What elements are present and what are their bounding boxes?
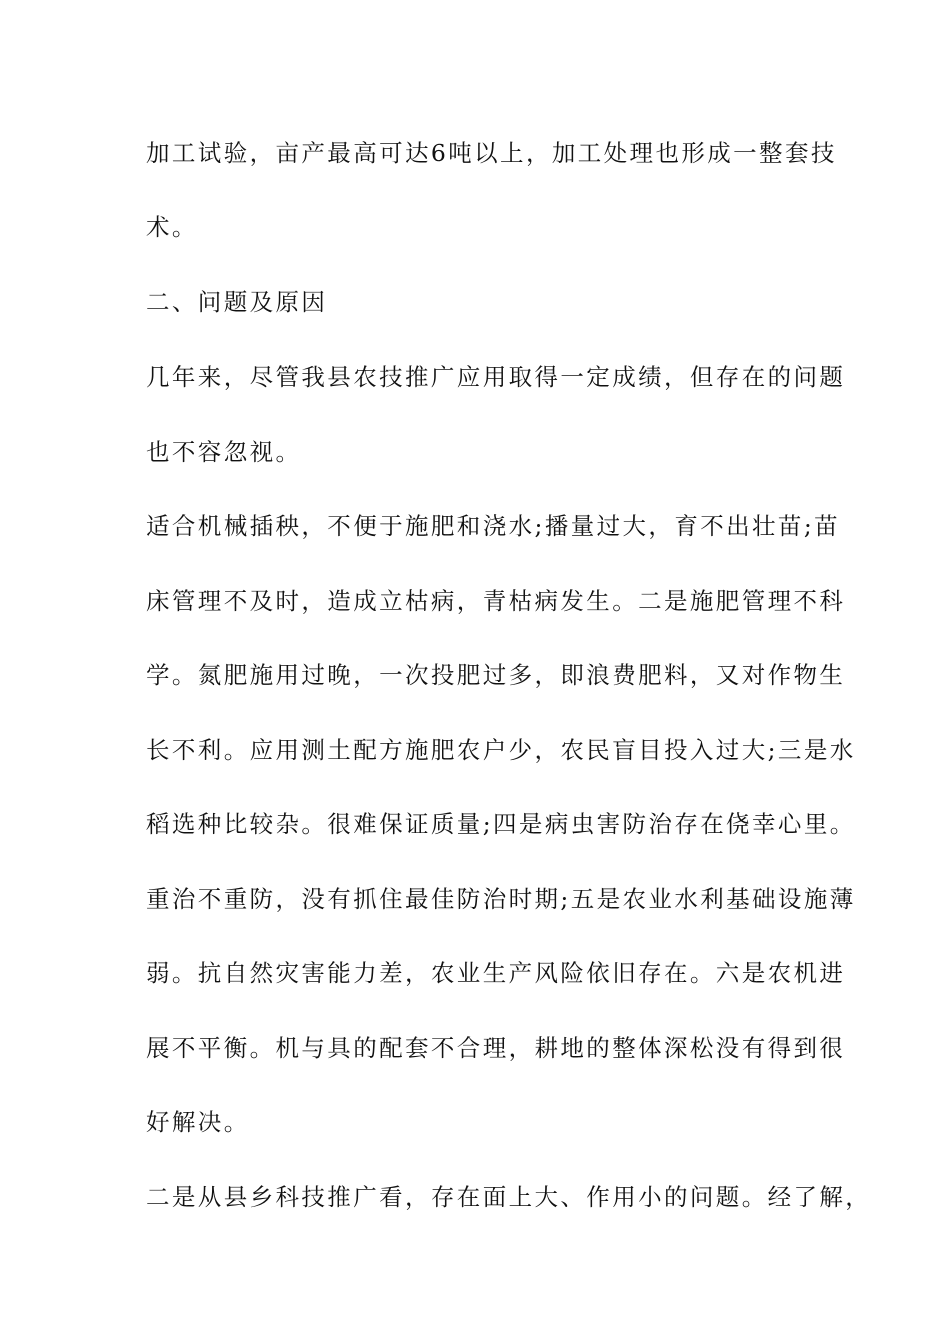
paragraph-line: 展不平衡。机与具的配套不合理，耕地的整体深松没有得到很 [146,1034,846,1062]
paragraph-line: 床管理不及时，造成立枯病，青枯病发生。二是施肥管理不科 [146,587,846,615]
paragraph-line: 学。氮肥施用过晚，一次投肥过多，即浪费肥料，又对作物生 [146,661,846,689]
paragraph-line: 几年来，尽管我县农技推广应用取得一定成绩，但存在的问题 [146,363,846,391]
paragraph-line: 术。 [146,213,198,241]
paragraph-line: 二是从县乡科技推广看，存在面上大、作用小的问题。经了解， [146,1183,872,1211]
paragraph-line: 弱。抗自然灾害能力差，农业生产风险依旧存在。六是农机进 [146,959,846,987]
paragraph-line: 好解决。 [146,1108,250,1136]
paragraph-line: 重治不重防，没有抓住最佳防治时期;五是农业水利基础设施薄 [146,885,856,913]
paragraph-line: 适合机械插秧，不便于施肥和浇水;播量过大，育不出壮苗;苗 [146,512,841,540]
paragraph-line: 稻选种比较杂。很难保证质量;四是病虫害防治存在侥幸心里。 [146,810,856,838]
paragraph-line: 也不容忽视。 [146,438,302,466]
section-heading: 二、问题及原因 [146,288,328,316]
paragraph-line: 加工试验，亩产最高可达6吨以上，加工处理也形成一整套技 [146,139,837,167]
paragraph-line: 长不利。应用测土配方施肥农户少，农民盲目投入过大;三是水 [146,736,856,764]
